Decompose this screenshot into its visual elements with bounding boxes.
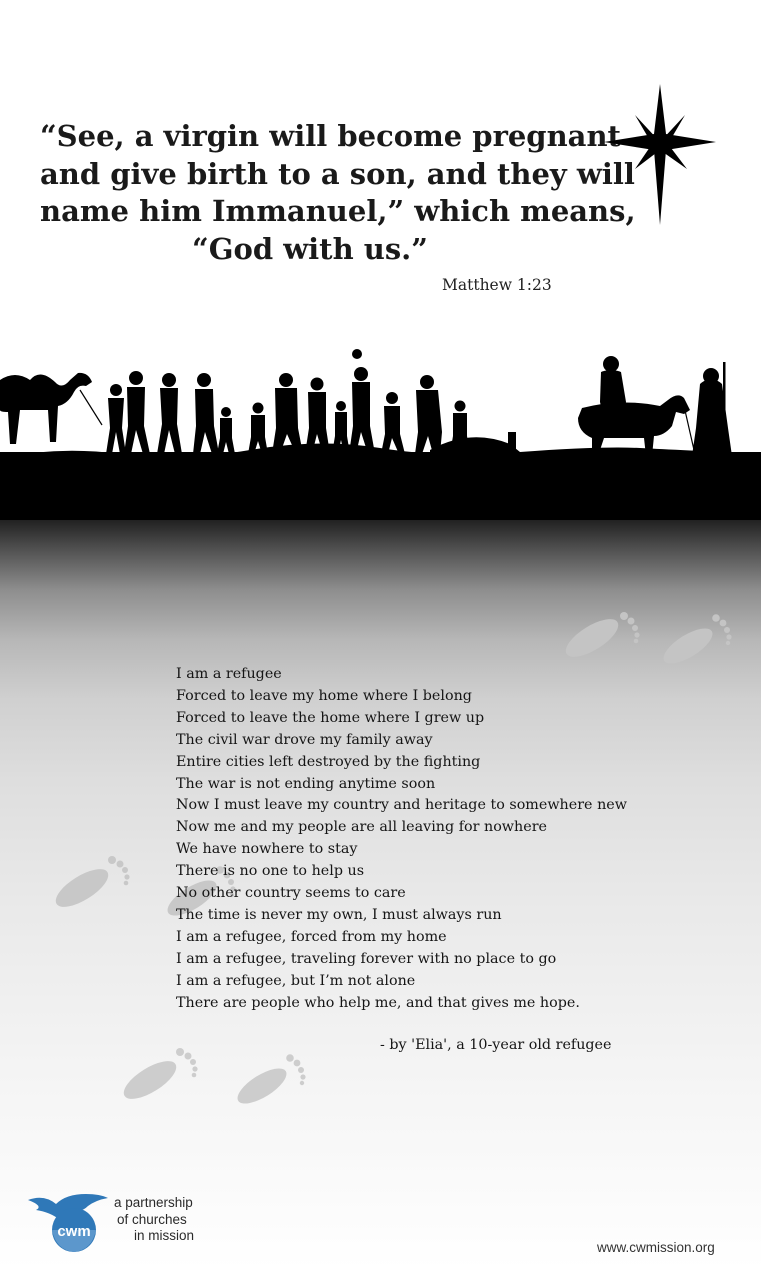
footprints-icon [110,1040,310,1120]
poem-line: I am a refugee, traveling forever with no place to go [176,950,557,967]
quote-line: “God with us.” [192,231,428,266]
organization-tagline [114,1195,194,1245]
scripture-quote [40,118,636,268]
tagline-line: a partnership [114,1195,193,1210]
poem-line: Forced to leave the home where I grew up [176,709,485,726]
poem-line: There are people who help me, and that gives me hope. [176,994,580,1011]
scripture-citation: Matthew 1:23 [442,276,552,294]
poem-line: I am a refugee, forced from my home [176,928,447,945]
poem-line: The war is not ending anytime soon [176,775,436,792]
poem-line: The time is never my own, I must always run [176,906,502,923]
north-star-icon [600,82,720,227]
poem-line: We have nowhere to stay [176,841,358,858]
quote-line: name him Immanuel,” which means, [40,194,636,228]
poem-line: Forced to leave my home where I belong [176,687,472,704]
refugee-poem [176,664,627,1015]
quote-line: and give birth to a son, and they will [40,156,635,191]
website-url: www.cwmission.org [597,1240,715,1255]
poem-line: I am a refugee, but I’m not alone [176,972,416,989]
cwm-dove-logo-icon [26,1190,114,1256]
poem-line: I am a refugee [176,666,282,682]
poem-line: No other country seems to care [176,885,406,902]
poem-line: The civil war drove my family away [176,731,433,748]
poem-line: Now I must leave my country and heritage to somewhere new [176,797,627,814]
poem-line: Entire cities left destroyed by the fighting [176,753,481,770]
quote-line: “See, a virgin will become pregnant [40,119,621,153]
logo-text: cwm [57,1223,91,1240]
refugee-procession-silhouette [0,340,761,520]
poem-line: Now me and my people are all leaving for nowhere [176,819,547,836]
poem-byline: - by 'Elia', a 10-year old refugee [380,1037,612,1053]
tagline-line: in mission [134,1228,195,1243]
poem-line: There is no one to help us [176,863,365,880]
tagline-line: of churches [117,1211,187,1227]
